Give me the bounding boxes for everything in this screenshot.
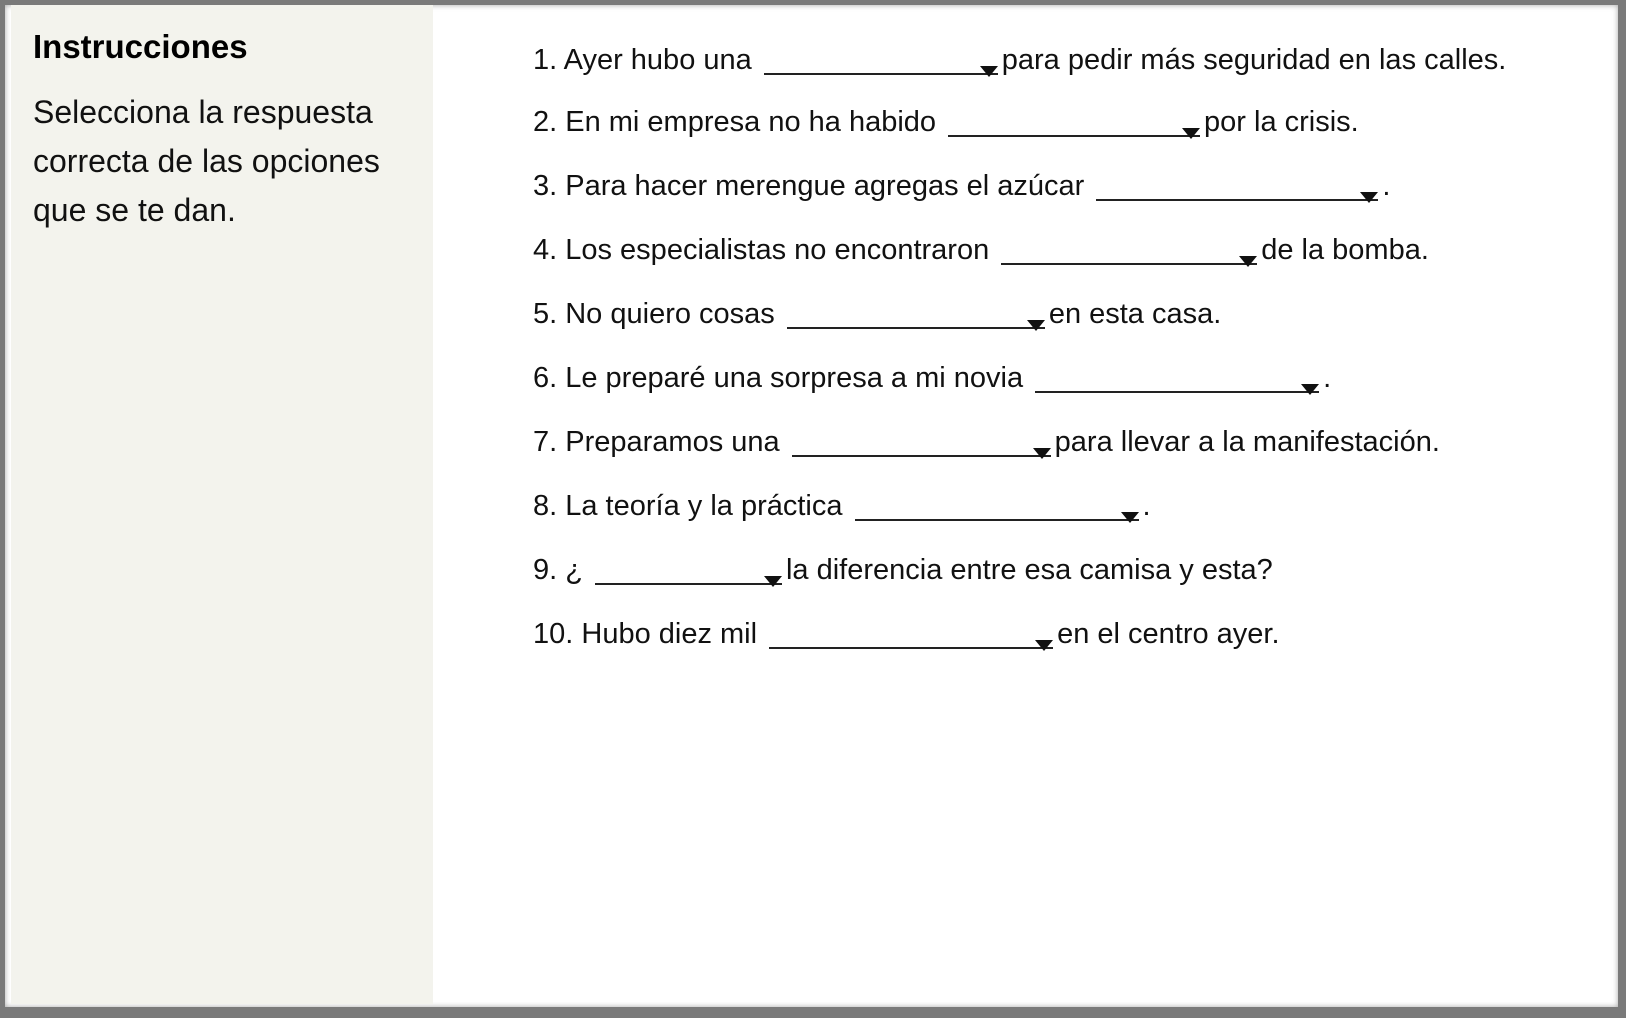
dropdown-arrow-icon <box>1121 512 1139 523</box>
question-2 <box>533 98 1543 146</box>
instructions-text: Selecciona la respuesta correcta de las opciones que se te dan. <box>33 94 380 228</box>
question-text-before: 8. La teoría y la práctica <box>533 490 843 522</box>
question-9 <box>533 546 1543 594</box>
question-text-after: en el centro ayer. <box>1057 618 1280 650</box>
question-text-before: 1. Ayer hubo una <box>533 44 752 76</box>
answer-dropdown-7[interactable] <box>792 425 1051 457</box>
question-1 <box>533 36 1543 84</box>
question-text-before: 6. Le preparé una sorpresa a mi novia <box>533 362 1024 394</box>
answer-dropdown-4[interactable] <box>1001 233 1257 265</box>
question-text-after: . <box>1323 362 1332 394</box>
answer-dropdown-5[interactable] <box>787 297 1045 329</box>
question-text-before: 5. No quiero cosas <box>533 298 775 330</box>
question-10 <box>533 610 1543 658</box>
question-text-after: en esta casa. <box>1048 298 1222 330</box>
answer-dropdown-6[interactable] <box>1035 361 1319 393</box>
answer-dropdown-2[interactable] <box>948 105 1200 137</box>
dropdown-arrow-icon <box>1239 256 1257 267</box>
question-text-before: 3. Para hacer merengue agregas el azúcar <box>533 170 1085 202</box>
question-text-before: 9. ¿ <box>533 554 583 586</box>
dropdown-arrow-icon <box>980 66 998 77</box>
question-text-after: de la bomba. <box>1261 234 1429 266</box>
answer-dropdown-1[interactable] <box>764 43 998 75</box>
question-6 <box>533 354 1543 402</box>
dropdown-arrow-icon <box>1035 640 1053 651</box>
exercise-list <box>533 36 1543 674</box>
question-7 <box>533 418 1543 466</box>
instructions-title: Instrucciones <box>33 28 248 65</box>
question-5 <box>533 290 1543 338</box>
question-text-before: 4. Los especialistas no encontraron <box>533 234 990 266</box>
answer-dropdown-9[interactable] <box>595 553 782 585</box>
question-text-before: 7. Preparamos una <box>533 426 780 458</box>
dropdown-arrow-icon <box>1027 320 1045 331</box>
dropdown-arrow-icon <box>1033 448 1051 459</box>
dropdown-arrow-icon <box>1182 128 1200 139</box>
question-text-after: la diferencia entre esa camisa y esta? <box>785 554 1273 586</box>
question-text-after: . <box>1142 490 1151 522</box>
question-text-after: . <box>1382 170 1391 202</box>
dropdown-arrow-icon <box>1301 384 1319 395</box>
instructions-panel <box>11 5 433 1004</box>
question-4 <box>533 226 1543 274</box>
question-text-after: para llevar a la manifestación. <box>1054 426 1440 458</box>
question-text-after: por la crisis. <box>1204 106 1359 138</box>
answer-dropdown-8[interactable] <box>855 489 1139 521</box>
question-3 <box>533 162 1543 210</box>
question-8 <box>533 482 1543 530</box>
question-text-before: 2. En mi empresa no ha habido <box>533 106 937 138</box>
answer-dropdown-10[interactable] <box>769 617 1053 649</box>
answer-dropdown-3[interactable] <box>1096 169 1378 201</box>
question-text-before: 10. Hubo diez mil <box>533 618 758 650</box>
question-text-after: para pedir más seguridad en las calles. <box>1001 44 1507 76</box>
dropdown-arrow-icon <box>764 576 782 587</box>
dropdown-arrow-icon <box>1360 192 1378 203</box>
